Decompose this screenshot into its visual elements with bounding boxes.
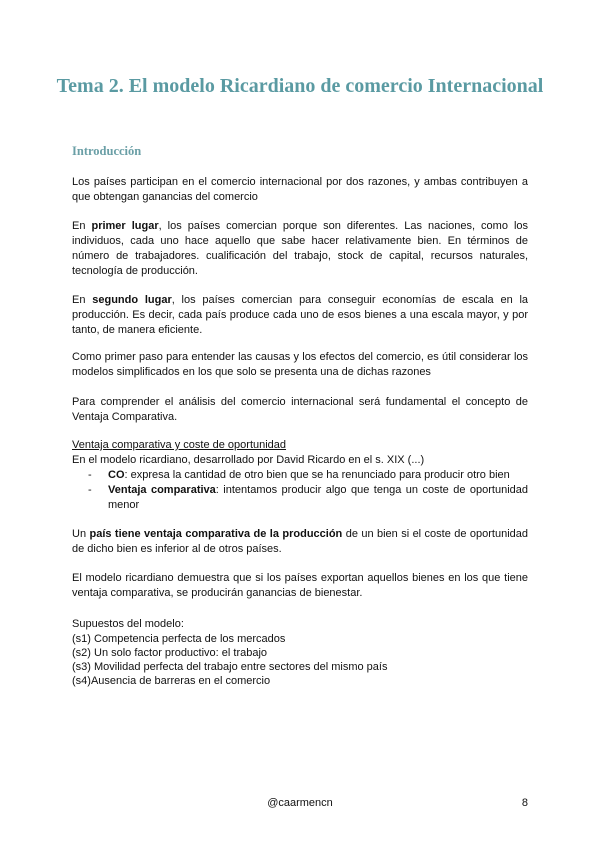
assumption-s1: (s1) Competencia perfecta de los mercados — [72, 633, 286, 645]
bold-term-segundo-lugar: segundo lugar — [92, 294, 172, 306]
dash-marker: - — [88, 469, 92, 481]
dash-marker: - — [88, 484, 92, 496]
text-fragment: de un bien si el coste de oportunidad de dicho bien es inferior al de otros países. — [72, 528, 529, 555]
definition-text: : expresa la cantidad de otro bien que se ha renunciado para producir otro bien — [124, 469, 510, 481]
assumption-s2: (s2) Un solo factor productivo: el trabajo — [72, 647, 268, 659]
paragraph-primer-paso: Como primer paso para entender las causas y los efectos del comercio, es útil considerar los modelos simplificados en los que solo se presenta una de dichas razones — [72, 351, 528, 378]
bold-term-co: CO — [108, 469, 125, 481]
footer-author-handle: @caarmencn — [267, 797, 333, 809]
paragraph-definicion-ventaja — [72, 527, 528, 557]
section-heading-introduccion: Introducción — [72, 144, 142, 158]
text-fragment: , los países comercian porque son diferentes. Las naciones, como los individuos, cada uno hace aquello que sabe hacer relativamente bien. En términos de número de trabajadores. cualificación del trabajo, stock de capital, recursos naturales, tecnología de producción. — [72, 220, 529, 277]
paragraph-ventaja-comparativa: Para comprender el análisis del comercio internacional será fundamental el concepto de Ventaja Comparativa. — [72, 396, 528, 423]
bold-term-pais-ventaja: país tiene ventaja comparativa de la producción — [89, 528, 343, 540]
bold-term-primer-lugar: primer lugar — [91, 220, 159, 232]
paragraph-ganancias-bienestar: El modelo ricardiano demuestra que si los países exportan aquellos bienes en los que tiene ventaja comparativa, se producirán ganancias de bienestar. — [72, 572, 528, 599]
paragraph-segundo-lugar — [72, 293, 528, 338]
list-item-co — [72, 468, 528, 483]
assumptions-heading: Supuestos del modelo: — [72, 618, 184, 630]
page-number: 8 — [521, 797, 528, 809]
assumption-s4: (s4)Ausencia de barreras en el comercio — [72, 675, 271, 687]
paragraph-modelo-ricardiano: En el modelo ricardiano, desarrollado por David Ricardo en el s. XIX (...) — [72, 454, 425, 466]
list-item-ventaja-comparativa — [72, 483, 528, 513]
definitions-list — [72, 468, 528, 513]
bold-term-ventaja-comparativa: Ventaja comparativa — [108, 484, 216, 496]
definition-text: : intentamos producir algo que tenga un coste de oportunidad menor — [108, 484, 528, 511]
paragraph-intro: Los países participan en el comercio internacional por dos razones, y ambas contribuyen a que obtengan ganancias del comercio — [72, 176, 528, 203]
document-title: Tema 2. El modelo Ricardiano de comercio Internacional — [56, 75, 544, 97]
subsection-title-ventaja-comparativa: Ventaja comparativa y coste de oportunidad — [72, 439, 287, 451]
text-fragment: En — [72, 220, 92, 232]
text-fragment: , los países comercian para conseguir economías de escala en la producción. Es decir, cada país produce cada uno de esos bienes a una escala mayor, y por tanto, de manera eficiente. — [72, 294, 529, 336]
paragraph-primer-lugar — [72, 219, 528, 279]
text-fragment: En — [72, 294, 93, 306]
assumption-s3: (s3) Movilidad perfecta del trabajo entre sectores del mismo país — [72, 661, 388, 673]
text-fragment: Un — [72, 528, 90, 540]
